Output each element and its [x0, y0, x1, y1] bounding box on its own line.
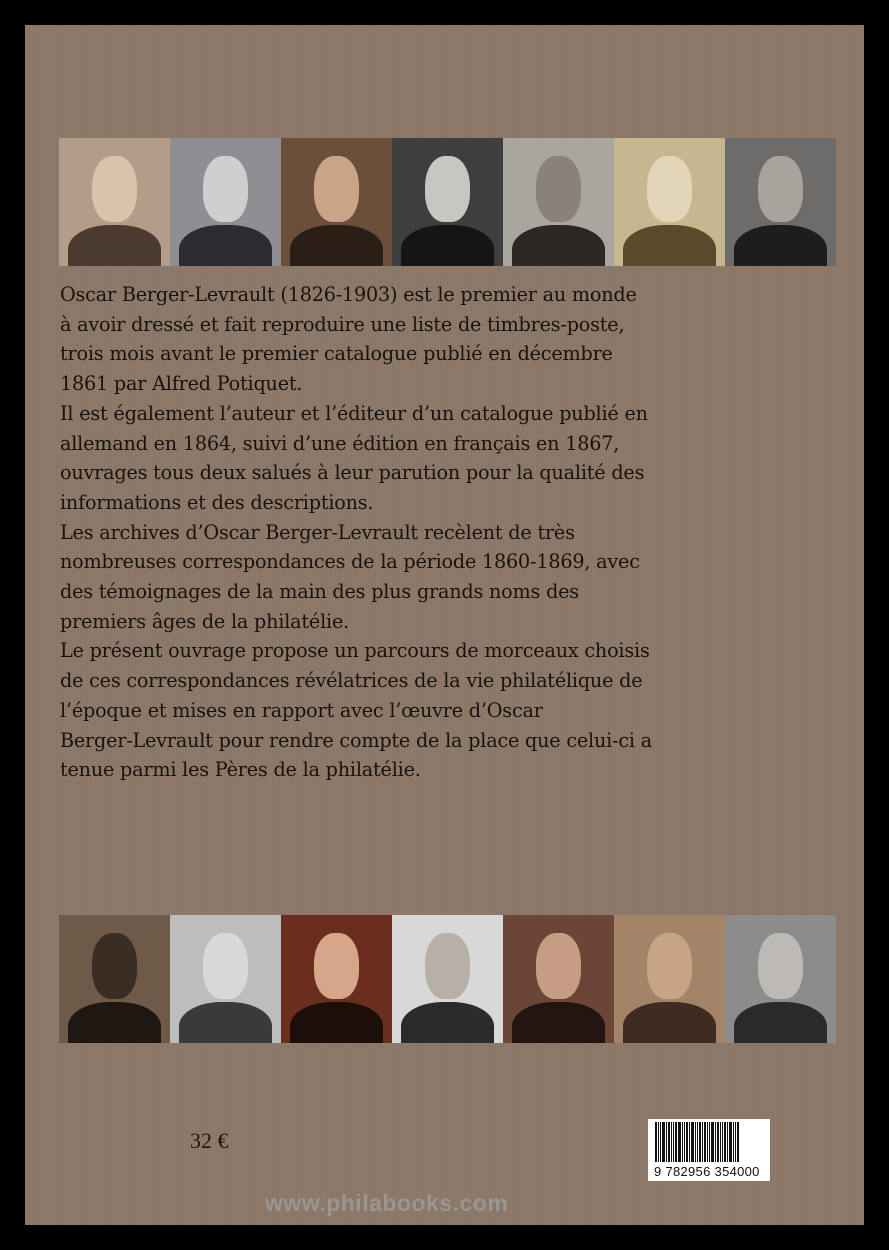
text-line: l’époque et mises en rapport avec l’œuvre d’Oscar	[60, 698, 543, 722]
barcode-bar	[658, 1122, 659, 1162]
description-text	[60, 280, 840, 785]
text-line: allemand en 1864, suivi d’une édition en français en 1867,	[60, 431, 620, 455]
text-line: trois mois avant le premier catalogue publié en décembre	[60, 342, 613, 366]
portrait-head	[92, 156, 136, 223]
price: 32 €	[190, 1128, 229, 1153]
portrait-head	[314, 156, 358, 223]
barcode-bar	[666, 1122, 667, 1162]
portrait-body	[179, 1002, 272, 1043]
barcode-bar	[715, 1122, 716, 1162]
portrait-photo	[392, 915, 503, 1043]
barcode-bar	[678, 1122, 681, 1162]
barcode-bar	[662, 1122, 665, 1162]
barcode-bar	[717, 1122, 719, 1162]
portrait-body	[401, 1002, 494, 1043]
portrait-photo	[59, 915, 170, 1043]
portrait-head	[536, 933, 580, 1000]
portrait-head	[425, 933, 469, 1000]
portrait-photo	[614, 138, 725, 266]
portrait-strip-top	[59, 138, 836, 266]
text-line: premiers âges de la philatélie.	[60, 609, 349, 633]
portrait-head	[425, 156, 469, 223]
portrait-head	[647, 156, 691, 223]
barcode-bar	[707, 1122, 708, 1162]
barcode-bar	[729, 1122, 732, 1162]
portrait-photo	[614, 915, 725, 1043]
barcode-bar	[660, 1122, 661, 1162]
barcode-bar	[668, 1122, 670, 1162]
barcode-bar	[709, 1122, 710, 1162]
portrait-body	[734, 225, 827, 266]
text-line: nombreuses correspondances de la période 1860-1869, avec	[60, 550, 640, 574]
portrait-body	[68, 1002, 161, 1043]
barcode-bar	[704, 1122, 706, 1162]
portrait-body	[734, 1002, 827, 1043]
text-line: 1861 par Alfred Potiquet.	[60, 372, 303, 396]
text-line: tenue parmi les Pères de la philatélie.	[60, 758, 421, 782]
barcode-bar	[727, 1122, 728, 1162]
barcode-bar	[722, 1122, 723, 1162]
portrait-body	[68, 225, 161, 266]
text-line: Le présent ouvrage propose un parcours de morceaux choisis	[60, 639, 650, 663]
barcode-bar	[702, 1122, 703, 1162]
barcode-bar	[673, 1122, 674, 1162]
barcode-bar	[724, 1122, 726, 1162]
portrait-photo	[281, 138, 392, 266]
barcode-bar	[686, 1122, 688, 1162]
text-line: Berger-Levrault pour rendre compte de la place que celui-ci a	[60, 728, 652, 752]
portrait-photo	[503, 915, 614, 1043]
portrait-photo	[170, 138, 281, 266]
barcode-bar	[655, 1122, 657, 1162]
portrait-photo	[725, 138, 836, 266]
barcode-bar	[711, 1122, 714, 1162]
portrait-strip-bottom	[59, 915, 836, 1043]
barcode-bar	[737, 1122, 739, 1162]
barcode-bar	[697, 1122, 698, 1162]
barcode-bar	[684, 1122, 685, 1162]
barcode-bar	[735, 1122, 736, 1162]
portrait-photo	[725, 915, 836, 1043]
portrait-body	[512, 1002, 605, 1043]
isbn-number: 9 782956 354000	[654, 1164, 760, 1179]
text-line: Il est également l’auteur et l’éditeur d’un catalogue publié en	[60, 401, 648, 425]
text-line: ouvrages tous deux salués à leur parution pour la qualité des	[60, 461, 645, 485]
portrait-body	[623, 1002, 716, 1043]
portrait-body	[401, 225, 494, 266]
portrait-head	[203, 156, 247, 223]
barcode-bar	[682, 1122, 683, 1162]
text-line: de ces correspondances révélatrices de la vie philatélique de	[60, 669, 643, 693]
barcode-bar	[691, 1122, 694, 1162]
barcode-bar	[695, 1122, 696, 1162]
website-watermark: www.philabooks.com	[265, 1190, 509, 1216]
portrait-body	[623, 225, 716, 266]
portrait-head	[536, 156, 580, 223]
portrait-photo	[281, 915, 392, 1043]
barcode-bar	[699, 1122, 701, 1162]
barcode-bars	[655, 1122, 762, 1162]
text-line: Les archives d’Oscar Berger-Levrault recèlent de très	[60, 520, 575, 544]
portrait-photo	[392, 138, 503, 266]
portrait-head	[203, 933, 247, 1000]
portrait-head	[647, 933, 691, 1000]
barcode-bar	[720, 1122, 721, 1162]
barcode-bar	[733, 1122, 734, 1162]
portrait-head	[314, 933, 358, 1000]
barcode-bar	[675, 1122, 677, 1162]
text-line: des témoignages de la main des plus grands noms des	[60, 580, 579, 604]
barcode-bar	[671, 1122, 672, 1162]
book-back-cover	[25, 25, 864, 1225]
portrait-body	[512, 225, 605, 266]
isbn-barcode	[648, 1119, 770, 1181]
portrait-head	[92, 933, 136, 1000]
text-line: informations et des descriptions.	[60, 490, 374, 514]
barcode-bar	[689, 1122, 690, 1162]
portrait-head	[758, 933, 802, 1000]
text-line: à avoir dressé et fait reproduire une liste de timbres-poste,	[60, 312, 625, 336]
portrait-head	[758, 156, 802, 223]
portrait-photo	[170, 915, 281, 1043]
portrait-photo	[59, 138, 170, 266]
portrait-body	[179, 225, 272, 266]
text-line: Oscar Berger-Levrault (1826-1903) est le premier au monde	[60, 283, 637, 306]
portrait-body	[290, 225, 383, 266]
portrait-photo	[503, 138, 614, 266]
portrait-body	[290, 1002, 383, 1043]
